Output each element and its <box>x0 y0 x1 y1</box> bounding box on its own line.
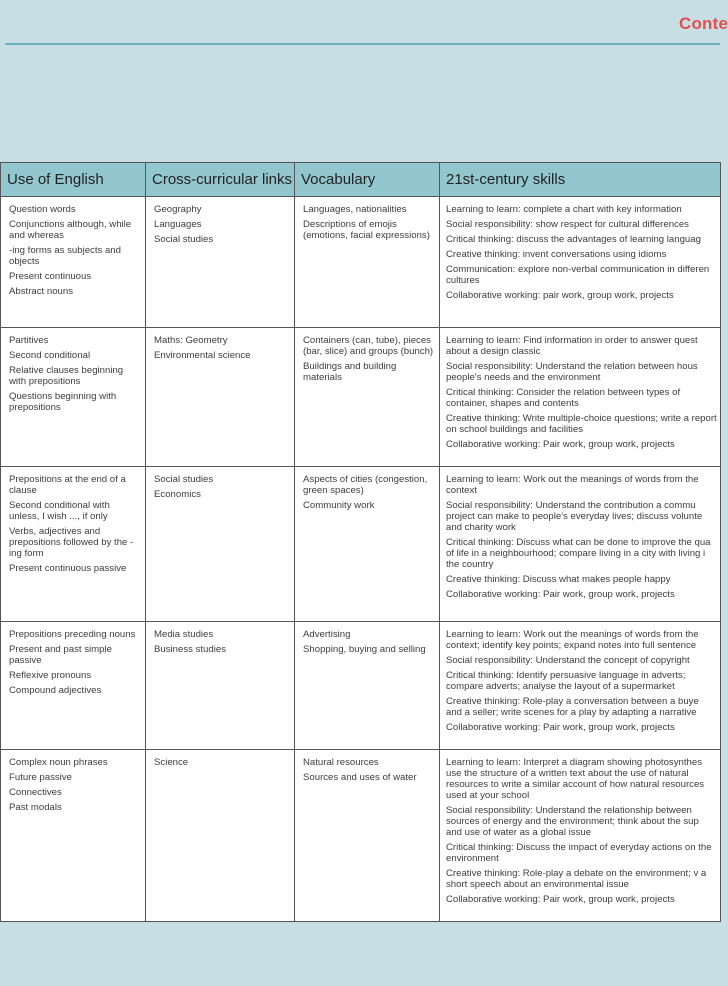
list-item: Complex noun phrases <box>9 757 108 768</box>
vocabulary-cell <box>295 328 440 467</box>
list-item: Advertising <box>303 629 351 640</box>
vocabulary-cell <box>295 622 440 750</box>
list-item: Aspects of cities (congestion, green spaces) <box>303 474 428 496</box>
list-item: Present continuous <box>9 271 92 282</box>
list-item: Science <box>154 757 189 768</box>
list-item: Media studies <box>154 629 214 640</box>
use-of-english-cell <box>1 197 146 328</box>
list-item: Creative thinking: Role-play a debate on the environment; v a short speech about an environmental issue <box>446 868 707 890</box>
list-item: Abstract nouns <box>9 286 73 297</box>
table-header-row <box>1 163 721 197</box>
list-item: Future passive <box>9 772 72 783</box>
list-item: Creative thinking: Write multiple-choice questions; write a report on school buildings and facilities <box>446 413 717 435</box>
table-row <box>1 197 721 328</box>
list-item: Collaborative working: pair work, group work, projects <box>446 290 674 301</box>
table-row <box>1 622 721 750</box>
table-row <box>1 467 721 622</box>
list-item: Natural resources <box>303 757 379 768</box>
list-item: Social responsibility: show respect for cultural differences <box>446 219 689 230</box>
list-item: Reflexive pronouns <box>9 670 92 681</box>
list-item: Critical thinking: Consider the relation between types of container, shapes and contents <box>446 387 681 409</box>
list-item: Collaborative working: Pair work, group work, projects <box>446 894 675 905</box>
use-of-english-cell <box>1 622 146 750</box>
list-item: Prepositions at the end of a clause <box>9 474 126 496</box>
list-item: Geography <box>154 204 202 215</box>
contents-table <box>0 162 721 922</box>
list-item: Second conditional <box>9 350 91 361</box>
list-item: Social responsibility: Understand the relation between hous people's needs and the environment <box>446 361 698 383</box>
vocabulary-cell <box>295 750 440 922</box>
list-item: Business studies <box>154 644 226 655</box>
list-item: Social studies <box>154 474 214 485</box>
table-row <box>1 328 721 467</box>
list-item: Buildings and building materials <box>303 361 397 383</box>
list-item: Learning to learn: Work out the meanings of words from the context; identify key points; expand notes into full sentence <box>446 629 699 651</box>
list-item: Collaborative working: Pair work, group work, projects <box>446 589 675 600</box>
list-item: Shopping, buying and selling <box>303 644 426 655</box>
list-item: Second conditional with unless, I wish ..., if only <box>9 500 110 522</box>
table-row <box>1 750 721 922</box>
list-item: Languages <box>154 219 202 230</box>
list-item: Social studies <box>154 234 214 245</box>
list-item: Question words <box>9 204 76 215</box>
list-item: Learning to learn: complete a chart with key information <box>446 204 682 215</box>
list-item: Questions beginning with prepositions <box>9 391 117 413</box>
skills-cell <box>440 750 721 922</box>
list-item: Relative clauses beginning with prepositions <box>9 365 124 387</box>
header-vocabulary: Vocabulary <box>295 163 440 197</box>
skills-cell <box>440 328 721 467</box>
skills-cell <box>440 197 721 328</box>
list-item: Learning to learn: Work out the meanings of words from the context <box>446 474 699 496</box>
skills-cell <box>440 467 721 622</box>
vocabulary-cell <box>295 197 440 328</box>
header-21st-century-skills: 21st-century skills <box>440 163 721 197</box>
cross-curricular-cell <box>146 750 295 922</box>
vocabulary-cell <box>295 467 440 622</box>
list-item: Collaborative working: Pair work, group work, projects <box>446 439 675 450</box>
list-item: Creative thinking: invent conversations using idioms <box>446 249 667 260</box>
list-item: Critical thinking: discuss the advantages of learning languag <box>446 234 701 245</box>
list-item: Economics <box>154 489 201 500</box>
list-item: Languages, nationalities <box>303 204 407 215</box>
list-item: Partitives <box>9 335 49 346</box>
list-item: Learning to learn: Find information in order to answer quest about a design classic <box>446 335 698 357</box>
header-divider <box>5 43 720 45</box>
list-item: Past modals <box>9 802 62 813</box>
list-item: Environmental science <box>154 350 251 361</box>
list-item: Communication: explore non-verbal communication in differen cultures <box>446 264 710 286</box>
list-item: Collaborative working: Pair work, group work, projects <box>446 722 675 733</box>
list-item: Prepositions preceding nouns <box>9 629 136 640</box>
list-item: Creative thinking: Discuss what makes people happy <box>446 574 671 585</box>
list-item: -ing forms as subjects and objects <box>9 245 121 267</box>
list-item: Critical thinking: Discuss what can be done to improve the qua of life in a neighbourhood; compare living in a city with living i the country <box>446 537 711 570</box>
list-item: Conjunctions although, while and whereas <box>9 219 132 241</box>
list-item: Present and past simple passive <box>9 644 112 666</box>
list-item: Social responsibility: Understand the concept of copyright <box>446 655 690 666</box>
use-of-english-cell <box>1 328 146 467</box>
list-item: Critical thinking: Discuss the impact of everyday actions on the environment <box>446 842 712 864</box>
list-item: Present continuous passive <box>9 563 127 574</box>
list-item: Social responsibility: Understand the contribution a commu project can make to people's everyday lives; discuss volunte and charity work <box>446 500 703 533</box>
list-item: Containers (can, tube), pieces (bar, slice) and groups (bunch) <box>303 335 434 357</box>
list-item: Critical thinking: Identify persuasive language in adverts; compare adverts; analyse the layout of a supermarket <box>446 670 686 692</box>
header-cross-curricular: Cross-curricular links <box>146 163 295 197</box>
use-of-english-cell <box>1 750 146 922</box>
cross-curricular-cell <box>146 328 295 467</box>
list-item: Creative thinking: Role-play a conversation between a buye and a seller; write scenes for a play by adapting a narrative <box>446 696 699 718</box>
page-title: Conte <box>679 14 728 33</box>
list-item: Descriptions of emojis (emotions, facial expressions) <box>303 219 430 241</box>
header-use-of-english: Use of English <box>1 163 146 197</box>
list-item: Sources and uses of water <box>303 772 417 783</box>
skills-cell <box>440 622 721 750</box>
list-item: Connectives <box>9 787 62 798</box>
cross-curricular-cell <box>146 197 295 328</box>
list-item: Community work <box>303 500 375 511</box>
list-item: Verbs, adjectives and prepositions followed by the -ing form <box>9 526 134 559</box>
use-of-english-cell <box>1 467 146 622</box>
list-item: Compound adjectives <box>9 685 102 696</box>
cross-curricular-cell <box>146 467 295 622</box>
list-item: Social responsibility: Understand the relationship between sources of energy and the environment; think about the sup and use of water as a global issue <box>446 805 699 838</box>
cross-curricular-cell <box>146 622 295 750</box>
list-item: Learning to learn: Interpret a diagram showing photosynthes use the structure of a written text about the use of natural resources to write a similar account of how natural resources used at your school <box>446 757 705 801</box>
list-item: Maths: Geometry <box>154 335 228 346</box>
